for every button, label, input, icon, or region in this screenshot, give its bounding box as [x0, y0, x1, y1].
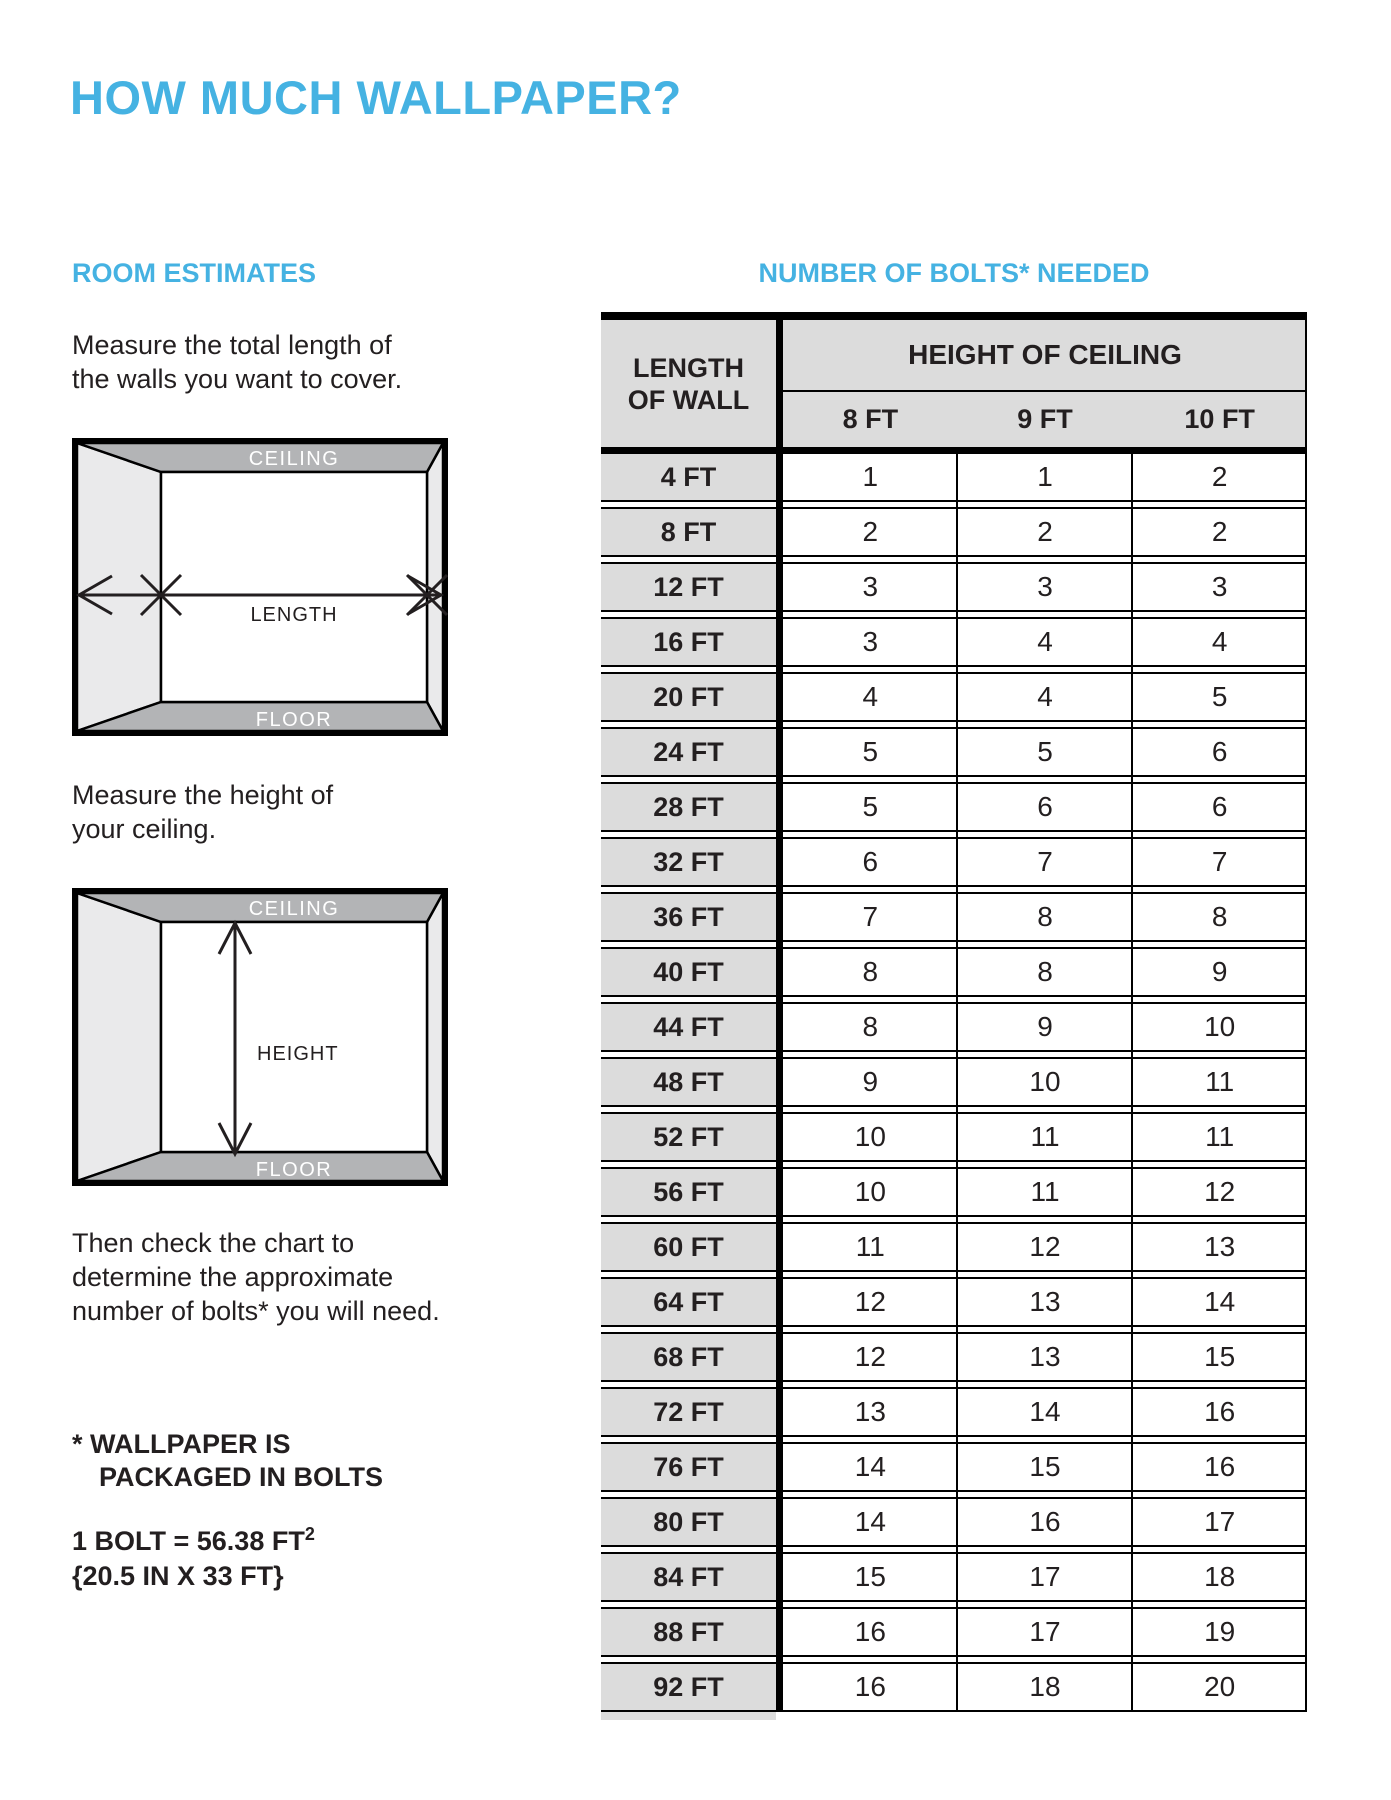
table-row — [601, 1277, 1307, 1327]
instruction-chart-line3: number of bolts* you will need. — [72, 1296, 440, 1326]
table-row — [601, 507, 1307, 557]
wall-length-label: 48 FT — [601, 1059, 776, 1105]
wall-length-label: 84 FT — [601, 1554, 776, 1600]
page-title: HOW MUCH WALLPAPER? — [70, 71, 682, 124]
bolts-cell-8ft: 10 — [783, 1169, 958, 1215]
table-row — [601, 1222, 1307, 1272]
bolts-cell-9ft: 8 — [958, 894, 1133, 940]
table-row — [601, 1002, 1307, 1052]
table-row — [601, 1662, 1307, 1712]
table-row — [601, 837, 1307, 887]
bolts-cell-10ft: 2 — [1132, 454, 1307, 500]
table-row — [601, 892, 1307, 942]
table-right-border — [1305, 320, 1307, 1712]
instruction-chart-line2: determine the approximate — [72, 1262, 394, 1292]
wall-length-label: 68 FT — [601, 1334, 776, 1380]
column-header-10ft: 10 FT — [1184, 404, 1255, 434]
table-rows — [601, 452, 1307, 1712]
bolts-cell-10ft: 12 — [1132, 1169, 1307, 1215]
bolts-cell-10ft: 8 — [1132, 894, 1307, 940]
bolts-cell-9ft: 16 — [958, 1499, 1133, 1545]
bolts-cell-10ft: 6 — [1132, 729, 1307, 775]
wall-length-label: 64 FT — [601, 1279, 776, 1325]
bolts-cell-8ft: 8 — [783, 949, 958, 995]
wall-length-label: 20 FT — [601, 674, 776, 720]
bolts-cell-9ft: 2 — [958, 509, 1133, 555]
bolts-footnote-line1: * WALLPAPER IS — [72, 1429, 291, 1459]
length-of-wall-line1: LENGTH — [633, 352, 744, 383]
table-row — [601, 452, 1307, 502]
bolts-cell-10ft: 13 — [1132, 1224, 1307, 1270]
bolts-cell-8ft: 9 — [783, 1059, 958, 1105]
bolts-cell-8ft: 2 — [783, 509, 958, 555]
bolts-cell-9ft: 5 — [958, 729, 1133, 775]
bolts-cell-8ft: 3 — [783, 564, 958, 610]
bolts-cell-10ft: 16 — [1132, 1444, 1307, 1490]
floor-label: FLOOR — [255, 1159, 333, 1181]
bolt-dimensions: {20.5 IN X 33 FT} — [72, 1561, 284, 1591]
bolts-cell-10ft: 11 — [1132, 1059, 1307, 1105]
bolts-cell-10ft: 11 — [1132, 1114, 1307, 1160]
length-diagram-svg — [72, 438, 448, 736]
bolts-table — [601, 312, 1307, 1724]
bolts-cell-10ft: 5 — [1132, 674, 1307, 720]
wall-length-label: 8 FT — [601, 509, 776, 555]
bolts-cell-9ft: 13 — [958, 1279, 1133, 1325]
bolts-cell-8ft: 16 — [783, 1664, 958, 1710]
bolts-cell-10ft: 20 — [1132, 1664, 1307, 1710]
bolts-cell-9ft: 1 — [958, 454, 1133, 500]
instruction-height-line1: Measure the height of — [72, 780, 334, 810]
table-row — [601, 1112, 1307, 1162]
ceiling-label: CEILING — [248, 448, 340, 470]
wall-length-label: 16 FT — [601, 619, 776, 665]
wall-length-label: 28 FT — [601, 784, 776, 830]
table-row — [601, 727, 1307, 777]
wall-length-label: 60 FT — [601, 1224, 776, 1270]
bolts-cell-10ft: 2 — [1132, 509, 1307, 555]
bolts-footnote-line2: PACKAGED IN BOLTS — [99, 1462, 384, 1492]
bolts-cell-8ft: 14 — [783, 1499, 958, 1545]
length-of-wall-header — [601, 320, 776, 447]
bolts-footnote — [72, 1428, 383, 1494]
bolts-cell-10ft: 14 — [1132, 1279, 1307, 1325]
bolt-size-info — [72, 1524, 315, 1594]
left-wall — [77, 443, 161, 731]
column-divider-2 — [1131, 452, 1133, 1712]
bolts-cell-8ft: 16 — [783, 1609, 958, 1655]
table-row — [601, 1167, 1307, 1217]
wall-length-label: 44 FT — [601, 1004, 776, 1050]
wall-length-label: 36 FT — [601, 894, 776, 940]
instruction-height — [72, 778, 333, 846]
table-row — [601, 1387, 1307, 1437]
back-wall — [161, 472, 427, 702]
bolts-cell-9ft: 14 — [958, 1389, 1133, 1435]
bolts-cell-9ft: 4 — [958, 619, 1133, 665]
bolts-cell-10ft: 4 — [1132, 619, 1307, 665]
wall-length-label: 72 FT — [601, 1389, 776, 1435]
bolts-cell-9ft: 4 — [958, 674, 1133, 720]
thick-column-divider — [776, 320, 783, 1712]
table-row — [601, 1497, 1307, 1547]
bolts-cell-9ft: 3 — [958, 564, 1133, 610]
wall-length-label: 76 FT — [601, 1444, 776, 1490]
wall-length-label: 40 FT — [601, 949, 776, 995]
bolts-cell-8ft: 10 — [783, 1114, 958, 1160]
bolts-cell-8ft: 6 — [783, 839, 958, 885]
ceiling-height-subheader — [783, 392, 1307, 447]
bolts-cell-8ft: 4 — [783, 674, 958, 720]
right-wall — [427, 893, 443, 1181]
label-column-stub — [601, 1712, 776, 1720]
bolts-cell-9ft: 11 — [958, 1114, 1133, 1160]
bolts-cell-8ft: 12 — [783, 1279, 958, 1325]
bolts-cell-8ft: 5 — [783, 729, 958, 775]
bolts-cell-10ft: 3 — [1132, 564, 1307, 610]
bolts-cell-10ft: 18 — [1132, 1554, 1307, 1600]
table-row — [601, 562, 1307, 612]
instruction-height-line2: your ceiling. — [72, 814, 217, 844]
back-wall — [161, 922, 427, 1152]
bolts-cell-8ft: 3 — [783, 619, 958, 665]
wall-length-label: 88 FT — [601, 1609, 776, 1655]
wall-length-label: 92 FT — [601, 1664, 776, 1710]
length-of-wall-line2: OF WALL — [627, 384, 750, 415]
bolts-cell-10ft: 15 — [1132, 1334, 1307, 1380]
bolts-cell-8ft: 1 — [783, 454, 958, 500]
table-row — [601, 782, 1307, 832]
instruction-length-line1: Measure the total length of — [72, 330, 392, 360]
wall-length-label: 32 FT — [601, 839, 776, 885]
table-row — [601, 1057, 1307, 1107]
height-of-ceiling-header: HEIGHT OF CEILING — [783, 320, 1307, 390]
bolts-cell-10ft: 16 — [1132, 1389, 1307, 1435]
height-diagram-svg — [72, 888, 448, 1186]
table-row — [601, 1442, 1307, 1492]
table-row — [601, 1552, 1307, 1602]
wall-length-label: 80 FT — [601, 1499, 776, 1545]
bolts-cell-9ft: 10 — [958, 1059, 1133, 1105]
column-divider-1 — [956, 452, 958, 1712]
table-row — [601, 947, 1307, 997]
wall-length-label: 24 FT — [601, 729, 776, 775]
column-header-8ft: 8 FT — [842, 404, 899, 434]
bolts-cell-9ft: 8 — [958, 949, 1133, 995]
instruction-chart-line1: Then check the chart to — [72, 1228, 355, 1258]
bolts-cell-8ft: 14 — [783, 1444, 958, 1490]
wall-length-label: 56 FT — [601, 1169, 776, 1215]
instruction-length-line2: the walls you want to cover. — [72, 364, 403, 394]
bolts-needed-heading: NUMBER OF BOLTS* NEEDED — [758, 258, 1150, 288]
bolts-cell-9ft: 17 — [958, 1554, 1133, 1600]
floor-label: FLOOR — [255, 709, 333, 731]
bolts-cell-10ft: 9 — [1132, 949, 1307, 995]
instruction-chart — [72, 1226, 440, 1328]
squared-superscript: 2 — [304, 1524, 315, 1544]
table-top-border — [601, 312, 1307, 320]
bolts-cell-9ft: 15 — [958, 1444, 1133, 1490]
bolts-cell-9ft: 17 — [958, 1609, 1133, 1655]
room-estimates-heading: ROOM ESTIMATES — [72, 258, 317, 288]
bolts-cell-8ft: 15 — [783, 1554, 958, 1600]
table-row — [601, 672, 1307, 722]
column-header-9ft: 9 FT — [1017, 404, 1073, 434]
wall-length-label: 4 FT — [601, 454, 776, 500]
table-row — [601, 617, 1307, 667]
instruction-length — [72, 328, 402, 396]
bolts-cell-9ft: 13 — [958, 1334, 1133, 1380]
bolts-cell-9ft: 6 — [958, 784, 1133, 830]
bolts-cell-9ft: 12 — [958, 1224, 1133, 1270]
bolts-cell-10ft: 7 — [1132, 839, 1307, 885]
bolts-cell-8ft: 13 — [783, 1389, 958, 1435]
bolts-cell-10ft: 6 — [1132, 784, 1307, 830]
bolts-cell-8ft: 5 — [783, 784, 958, 830]
bolts-cell-8ft: 8 — [783, 1004, 958, 1050]
length-diagram — [72, 438, 448, 736]
bolts-cell-9ft: 9 — [958, 1004, 1133, 1050]
bolts-cell-8ft: 11 — [783, 1224, 958, 1270]
bolts-cell-10ft: 10 — [1132, 1004, 1307, 1050]
length-label: LENGTH — [250, 604, 338, 626]
bolts-cell-9ft: 7 — [958, 839, 1133, 885]
bolts-cell-8ft: 12 — [783, 1334, 958, 1380]
bolts-cell-9ft: 18 — [958, 1664, 1133, 1710]
table-row — [601, 1332, 1307, 1382]
bolt-equation: 1 BOLT = 56.38 $FT^2$ — [72, 1524, 315, 1556]
left-wall — [77, 893, 161, 1181]
bolts-cell-10ft: 19 — [1132, 1609, 1307, 1655]
ceiling-label: CEILING — [248, 898, 340, 920]
bolts-cell-8ft: 7 — [783, 894, 958, 940]
bolts-cell-10ft: 17 — [1132, 1499, 1307, 1545]
wall-length-label: 52 FT — [601, 1114, 776, 1160]
height-diagram — [72, 888, 448, 1186]
table-row — [601, 1607, 1307, 1657]
height-label: HEIGHT — [257, 1043, 339, 1065]
wall-length-label: 12 FT — [601, 564, 776, 610]
bolts-cell-9ft: 11 — [958, 1169, 1133, 1215]
